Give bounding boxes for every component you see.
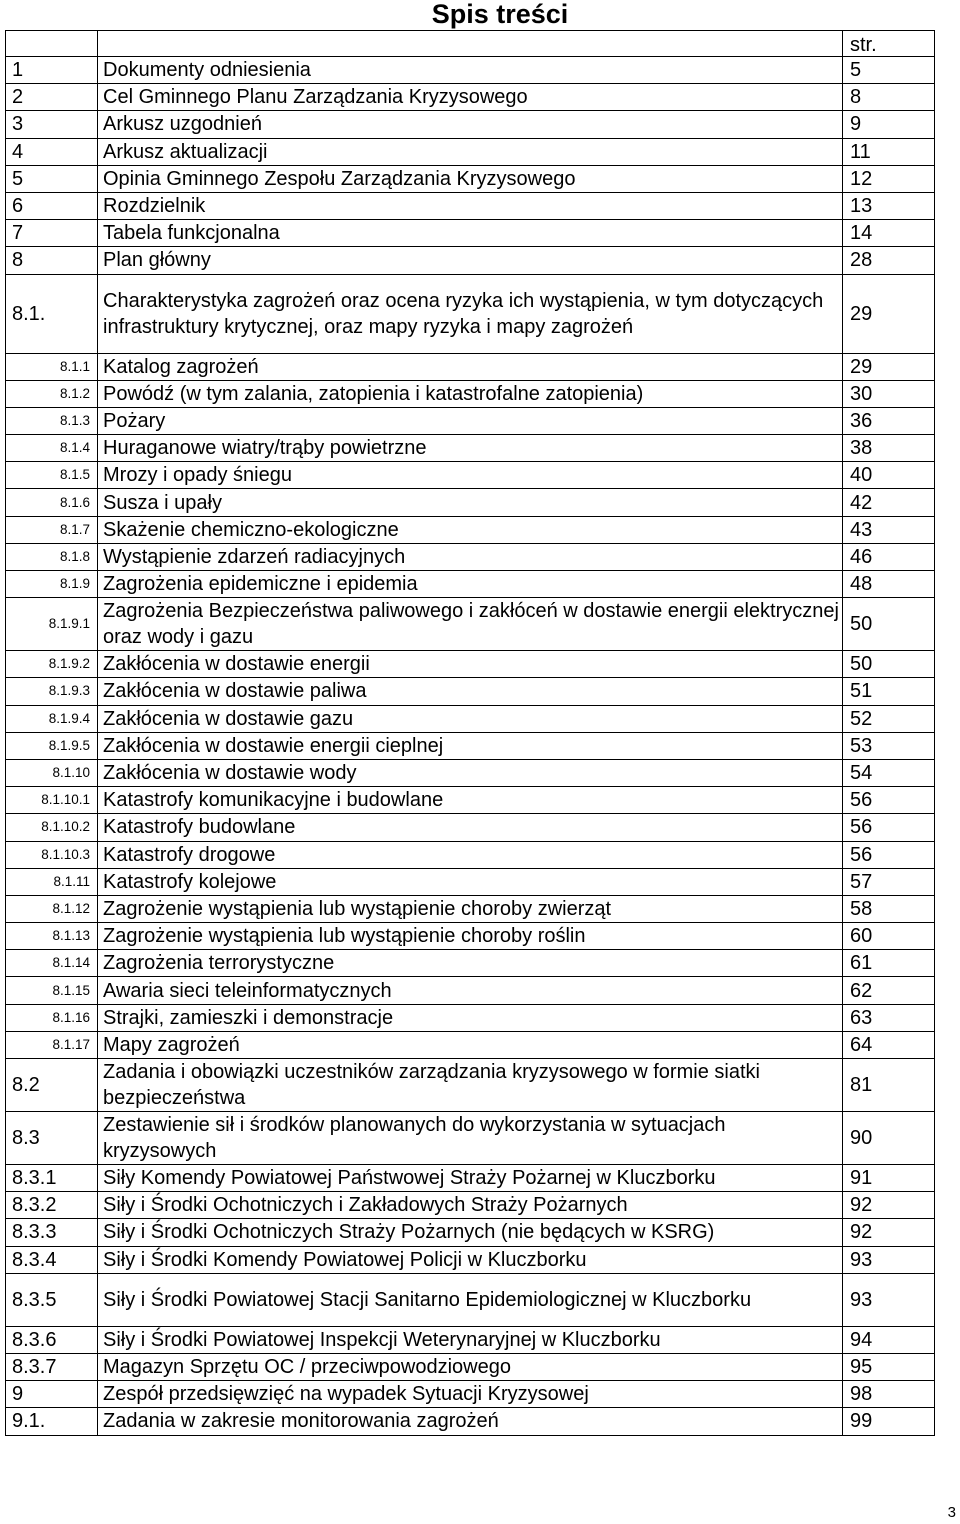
toc-row [6,651,935,678]
header-number-cell [6,31,98,57]
toc-row [6,353,935,380]
toc-row [6,1165,935,1192]
table-of-contents [5,30,935,1436]
toc-row [6,247,935,274]
toc-row [6,407,935,434]
toc-entry-number: 8.1.9 [6,571,98,598]
toc-entry-number: 8.1.7 [6,516,98,543]
toc-entry-number: 2 [6,84,98,111]
toc-entry-number: 8.2 [6,1059,98,1112]
toc-row [6,516,935,543]
page-title: Spis treści [431,0,569,29]
toc-entry-number: 8.1.10.3 [6,841,98,868]
toc-row [6,868,935,895]
toc-entry-number: 8.3.5 [6,1273,98,1326]
toc-entry-title: Siły i Środki Ochotniczych i Zakładowych Straży Pożarnych [98,1192,843,1219]
toc-entry-number: 8.1.17 [6,1031,98,1058]
toc-entry-page: 57 [843,868,935,895]
toc-entry-title: Mapy zagrożeń [98,1031,843,1058]
toc-entry-page: 93 [843,1273,935,1326]
toc-entry-number: 8.3 [6,1112,98,1165]
toc-entry-page: 29 [843,353,935,380]
toc-entry-number: 8 [6,247,98,274]
toc-entry-title: Zagrożenia epidemiczne i epidemia [98,571,843,598]
toc-entry-number: 8.1.2 [6,380,98,407]
toc-entry-page: 42 [843,489,935,516]
toc-entry-title: Katastrofy drogowe [98,841,843,868]
toc-entry-number: 8.3.7 [6,1353,98,1380]
toc-entry-page: 64 [843,1031,935,1058]
header-page-cell: str. [843,31,935,57]
toc-entry-number: 8.1.10 [6,759,98,786]
toc-entry-number: 8.3.2 [6,1192,98,1219]
toc-entry-number: 8.1. [6,274,98,353]
toc-entry-page: 52 [843,705,935,732]
toc-entry-title: Siły i Środki Ochotniczych Straży Pożarnych (nie będących w KSRG) [98,1219,843,1246]
toc-entry-title: Siły i Środki Komendy Powiatowej Policji w Kluczborku [98,1246,843,1273]
toc-entry-page: 56 [843,787,935,814]
toc-row [6,165,935,192]
toc-entry-number: 8.1.9.1 [6,598,98,651]
page-number: 3 [947,1504,956,1521]
toc-row [6,895,935,922]
toc-row [6,543,935,570]
toc-row [6,1031,935,1058]
toc-entry-number: 8.1.9.5 [6,732,98,759]
toc-row [6,274,935,353]
toc-entry-page: 58 [843,895,935,922]
toc-entry-page: 60 [843,923,935,950]
toc-entry-title: Susza i upały [98,489,843,516]
toc-entry-title: Plan główny [98,247,843,274]
toc-entry-number: 8.3.3 [6,1219,98,1246]
toc-entry-number: 8.1.8 [6,543,98,570]
toc-entry-title: Katastrofy budowlane [98,814,843,841]
toc-entry-page: 94 [843,1326,935,1353]
toc-entry-title: Zagrożenie wystąpienia lub wystąpienie choroby roślin [98,923,843,950]
toc-entry-page: 99 [843,1408,935,1435]
toc-row [6,732,935,759]
toc-entry-page: 95 [843,1353,935,1380]
toc-entry-page: 36 [843,407,935,434]
toc-entry-title: Tabela funkcjonalna [98,220,843,247]
toc-entry-page: 92 [843,1192,935,1219]
toc-entry-number: 8.1.16 [6,1004,98,1031]
toc-entry-page: 11 [843,138,935,165]
toc-entry-number: 1 [6,57,98,84]
toc-entry-number: 8.3.4 [6,1246,98,1273]
toc-entry-page: 46 [843,543,935,570]
toc-entry-number: 8.1.3 [6,407,98,434]
toc-row [6,787,935,814]
toc-entry-page: 50 [843,651,935,678]
toc-entry-page: 90 [843,1112,935,1165]
toc-entry-page: 30 [843,380,935,407]
toc-row [6,1059,935,1112]
toc-entry-number: 8.1.6 [6,489,98,516]
toc-entry-page: 50 [843,598,935,651]
toc-entry-number: 8.1.1 [6,353,98,380]
toc-row [6,1273,935,1326]
toc-row [6,1353,935,1380]
toc-entry-title: Arkusz aktualizacji [98,138,843,165]
toc-entry-number: 4 [6,138,98,165]
toc-entry-title: Opinia Gminnego Zespołu Zarządzania Kryzysowego [98,165,843,192]
toc-entry-title: Wystąpienie zdarzeń radiacyjnych [98,543,843,570]
toc-entry-page: 54 [843,759,935,786]
toc-entry-title: Strajki, zamieszki i demonstracje [98,1004,843,1031]
toc-entry-number: 3 [6,111,98,138]
toc-row [6,678,935,705]
toc-entry-page: 28 [843,247,935,274]
toc-entry-number: 7 [6,220,98,247]
toc-row [6,111,935,138]
toc-entry-page: 93 [843,1246,935,1273]
toc-entry-page: 12 [843,165,935,192]
toc-entry-page: 56 [843,841,935,868]
toc-entry-title: Zakłócenia w dostawie energii cieplnej [98,732,843,759]
toc-entry-title: Cel Gminnego Planu Zarządzania Kryzysowego [98,84,843,111]
toc-entry-title: Magazyn Sprzętu OC / przeciwpowodziowego [98,1353,843,1380]
toc-row [6,1381,935,1408]
toc-entry-number: 8.1.9.2 [6,651,98,678]
toc-entry-title: Zadania w zakresie monitorowania zagrożeń [98,1408,843,1435]
toc-entry-page: 9 [843,111,935,138]
table-header-row [6,31,935,57]
toc-entry-title: Katastrofy komunikacyjne i budowlane [98,787,843,814]
toc-row [6,1326,935,1353]
toc-entry-page: 51 [843,678,935,705]
toc-row [6,138,935,165]
toc-entry-number: 8.1.11 [6,868,98,895]
toc-entry-title: Skażenie chemiczno-ekologiczne [98,516,843,543]
toc-entry-number: 8.1.5 [6,462,98,489]
toc-row [6,1112,935,1165]
toc-entry-page: 92 [843,1219,935,1246]
toc-row [6,57,935,84]
toc-entry-title: Zagrożenia terrorystyczne [98,950,843,977]
toc-entry-title: Zakłócenia w dostawie wody [98,759,843,786]
toc-entry-title: Siły Komendy Powiatowej Państwowej Straży Pożarnej w Kluczborku [98,1165,843,1192]
toc-row [6,977,935,1004]
toc-entry-title: Katalog zagrożeń [98,353,843,380]
toc-row [6,84,935,111]
toc-entry-title: Katastrofy kolejowe [98,868,843,895]
toc-entry-page: 81 [843,1059,935,1112]
toc-entry-page: 13 [843,192,935,219]
toc-entry-title: Charakterystyka zagrożeń oraz ocena ryzyka ich wystąpienia, w tym dotyczących infrastruktury krytycznej, oraz mapy ryzyka i mapy zagrożeń [98,274,843,353]
toc-row [6,923,935,950]
toc-entry-page: 8 [843,84,935,111]
toc-entry-title: Dokumenty odniesienia [98,57,843,84]
toc-entry-page: 62 [843,977,935,1004]
toc-entry-title: Arkusz uzgodnień [98,111,843,138]
toc-entry-title: Zagrożenia Bezpieczeństwa paliwowego i zakłóceń w dostawie energii elektrycznej oraz wody i gazu [98,598,843,651]
toc-entry-title: Siły i Środki Powiatowej Stacji Sanitarno Epidemiologicznej w Kluczborku [98,1273,843,1326]
toc-entry-title: Zakłócenia w dostawie energii [98,651,843,678]
toc-entry-page: 38 [843,435,935,462]
toc-entry-number: 5 [6,165,98,192]
toc-entry-number: 8.1.10.1 [6,787,98,814]
toc-entry-number: 8.3.6 [6,1326,98,1353]
toc-entry-page: 98 [843,1381,935,1408]
toc-entry-page: 61 [843,950,935,977]
toc-entry-title: Rozdzielnik [98,192,843,219]
toc-entry-title: Pożary [98,407,843,434]
toc-row [6,705,935,732]
toc-entry-number: 9.1. [6,1408,98,1435]
toc-row [6,841,935,868]
toc-row [6,950,935,977]
toc-entry-number: 8.1.14 [6,950,98,977]
toc-row [6,1246,935,1273]
toc-row [6,489,935,516]
toc-row [6,1004,935,1031]
toc-entry-title: Zestawienie sił i środków planowanych do wykorzystania w sytuacjach kryzysowych [98,1112,843,1165]
toc-entry-number: 8.1.13 [6,923,98,950]
toc-row [6,598,935,651]
toc-entry-number: 8.1.9.4 [6,705,98,732]
toc-entry-number: 8.1.9.3 [6,678,98,705]
toc-entry-title: Powódź (w tym zalania, zatopienia i katastrofalne zatopienia) [98,380,843,407]
header-title-cell [98,31,843,57]
toc-entry-title: Zespół przedsięwzięć na wypadek Sytuacji Kryzysowej [98,1381,843,1408]
toc-entry-number: 6 [6,192,98,219]
toc-entry-number: 8.3.1 [6,1165,98,1192]
toc-entry-title: Zadania i obowiązki uczestników zarządzania kryzysowego w formie siatki bezpieczeństwa [98,1059,843,1112]
toc-entry-page: 29 [843,274,935,353]
toc-entry-title: Zagrożenie wystąpienia lub wystąpienie choroby zwierząt [98,895,843,922]
toc-entry-page: 43 [843,516,935,543]
toc-entry-page: 40 [843,462,935,489]
toc-row [6,192,935,219]
toc-entry-title: Zakłócenia w dostawie paliwa [98,678,843,705]
toc-row [6,759,935,786]
toc-row [6,462,935,489]
toc-entry-number: 8.1.10.2 [6,814,98,841]
toc-row [6,814,935,841]
toc-entry-title: Awaria sieci teleinformatycznych [98,977,843,1004]
toc-row [6,435,935,462]
toc-entry-page: 53 [843,732,935,759]
toc-entry-title: Mrozy i opady śniegu [98,462,843,489]
toc-entry-number: 9 [6,1381,98,1408]
toc-row [6,220,935,247]
toc-entry-title: Zakłócenia w dostawie gazu [98,705,843,732]
toc-entry-title: Huraganowe wiatry/trąby powietrzne [98,435,843,462]
toc-row [6,1408,935,1435]
toc-row [6,1192,935,1219]
toc-entry-page: 14 [843,220,935,247]
toc-entry-page: 56 [843,814,935,841]
toc-entry-page: 5 [843,57,935,84]
toc-entry-title: Siły i Środki Powiatowej Inspekcji Weterynaryjnej w Kluczborku [98,1326,843,1353]
toc-row [6,1219,935,1246]
toc-entry-number: 8.1.12 [6,895,98,922]
toc-entry-page: 48 [843,571,935,598]
toc-entry-page: 91 [843,1165,935,1192]
toc-entry-number: 8.1.4 [6,435,98,462]
toc-row [6,571,935,598]
toc-entry-number: 8.1.15 [6,977,98,1004]
toc-row [6,380,935,407]
toc-entry-page: 63 [843,1004,935,1031]
